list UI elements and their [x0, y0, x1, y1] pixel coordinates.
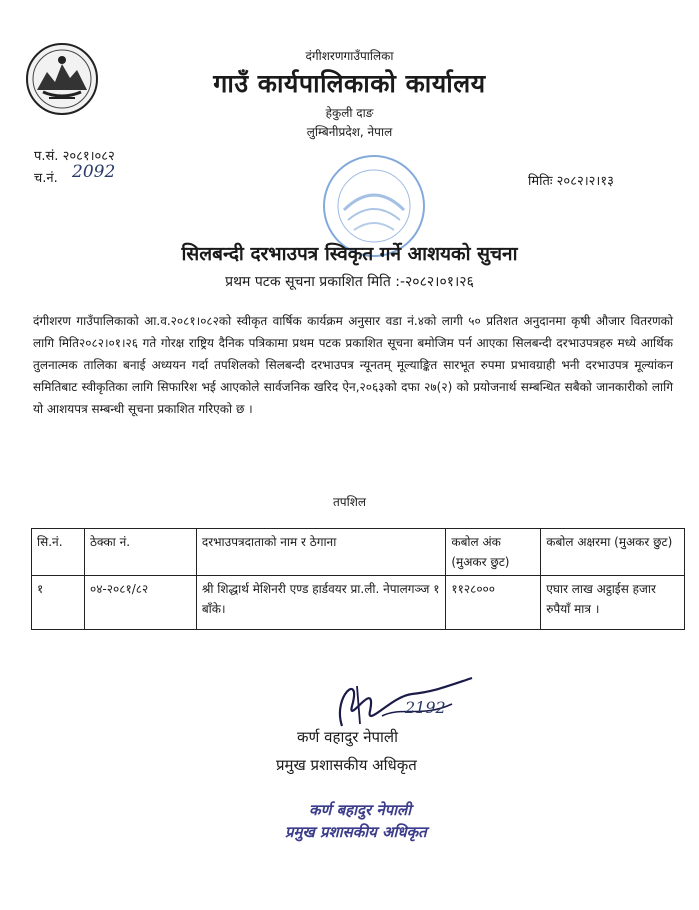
header-amount-words: कबोल अक्षरमा (मुअकर छुट) [541, 529, 685, 576]
table-row [32, 576, 685, 630]
cell-contract-number: ०४-२०८१/८२ [84, 576, 196, 630]
name-stamp-designation: प्रमुख प्रशासकीय अधिकृत [285, 823, 427, 841]
header-serial-number: सि.नं. [32, 529, 85, 576]
signature-handwritten-date: 2192 [405, 698, 446, 717]
fiscal-reference: प.सं. २०८१।०८२ [34, 149, 115, 164]
cell-amount-words: एघार लाख अट्ठाईस हजार रुपैयाँ मात्र । [541, 576, 685, 630]
cell-amount-figures: ११२८००० [446, 576, 541, 630]
handwritten-signature-icon [322, 666, 482, 736]
office-title: गाउँ कार्यपालिकाको कार्यालय [213, 69, 486, 98]
header-bidder-name-address: दरभाउपत्रदाताको नाम र ठेगाना [196, 529, 446, 576]
bid-details-table [31, 528, 685, 630]
signatory-designation: प्रमुख प्रशासकीय अधिकृत [276, 756, 417, 774]
dispatch-number-label: च.नं. [34, 171, 58, 186]
header-contract-number: ठेक्का नं. [84, 529, 196, 576]
name-stamp-name: कर्ण बहादुर नेपाली [309, 801, 412, 819]
cell-bidder-name-address: श्री शिद्धार्थ मेशिनरी एण्ड हार्डवयर प्रा.ली. नेपालगञ्ज १ बाँके। [196, 576, 446, 630]
office-location: हेकुली दाङ [325, 106, 374, 120]
table-header-row [32, 529, 685, 576]
notice-date: मितिः २०८२।२।१३ [528, 174, 614, 189]
notice-first-publication: प्रथम पटक सूचना प्रकाशित मिति :-२०८२।०१।२६ [225, 274, 474, 290]
municipality-name: दंगीशरणगाउँपालिका [305, 49, 394, 63]
notice-title: सिलबन्दी दरभाउपत्र स्विकृत गर्ने आशयको सुचना [181, 243, 518, 265]
signatory-name: कर्ण वहादुर नेपाली [297, 728, 398, 746]
office-province: लुम्बिनीप्रदेश, नेपाल [306, 125, 393, 139]
header-amount-figures: कबोल अंक (मुअकर छुट) [446, 529, 541, 576]
details-heading: तपशिल [332, 495, 367, 509]
cell-serial-number: १ [32, 576, 85, 630]
dispatch-number-handwritten: 2092 [72, 162, 116, 182]
notice-body: दंगीशरण गाउँपालिकाको आ.व.२०८१।०८२को स्वीकृत वार्षिक कार्यक्रम अनुसार वडा नं.४को लागी ५० प्रतिशत अनुदानमा कृषी औजार वितरणको लागि मिति२०८२।०१।२६ गते गोरक्ष राष्ट्रिय दैनिक पत्रिकामा प्रथम पटक प्रकाशित सूचना बमोजिम पर्न आएका सिलबन्दी दरभाउपत्रहरु मध्ये आर्थिक तुलनात्मक तालिका बनाई अध्ययन गर्दा तपशिलको सिलबन्दी दरभाउपत्र न्यूनतम् मूल्याङ्कित सारभूत रुपमा प्रभावग्राही भनी दरभाउपत्र मूल्यांकन समितिबाट स्वीकृतिका लागि सिफारिश भई आएकोले सार्वजनिक खरिद ऐन,२०६३को दफा २७(२) को प्रयोजनार्थ सम्बन्धित सबैको जानकारीको लागि यो आशयपत्र सम्बन्धी सूचना प्रकाशित गरिएको छ । [33, 314, 673, 416]
